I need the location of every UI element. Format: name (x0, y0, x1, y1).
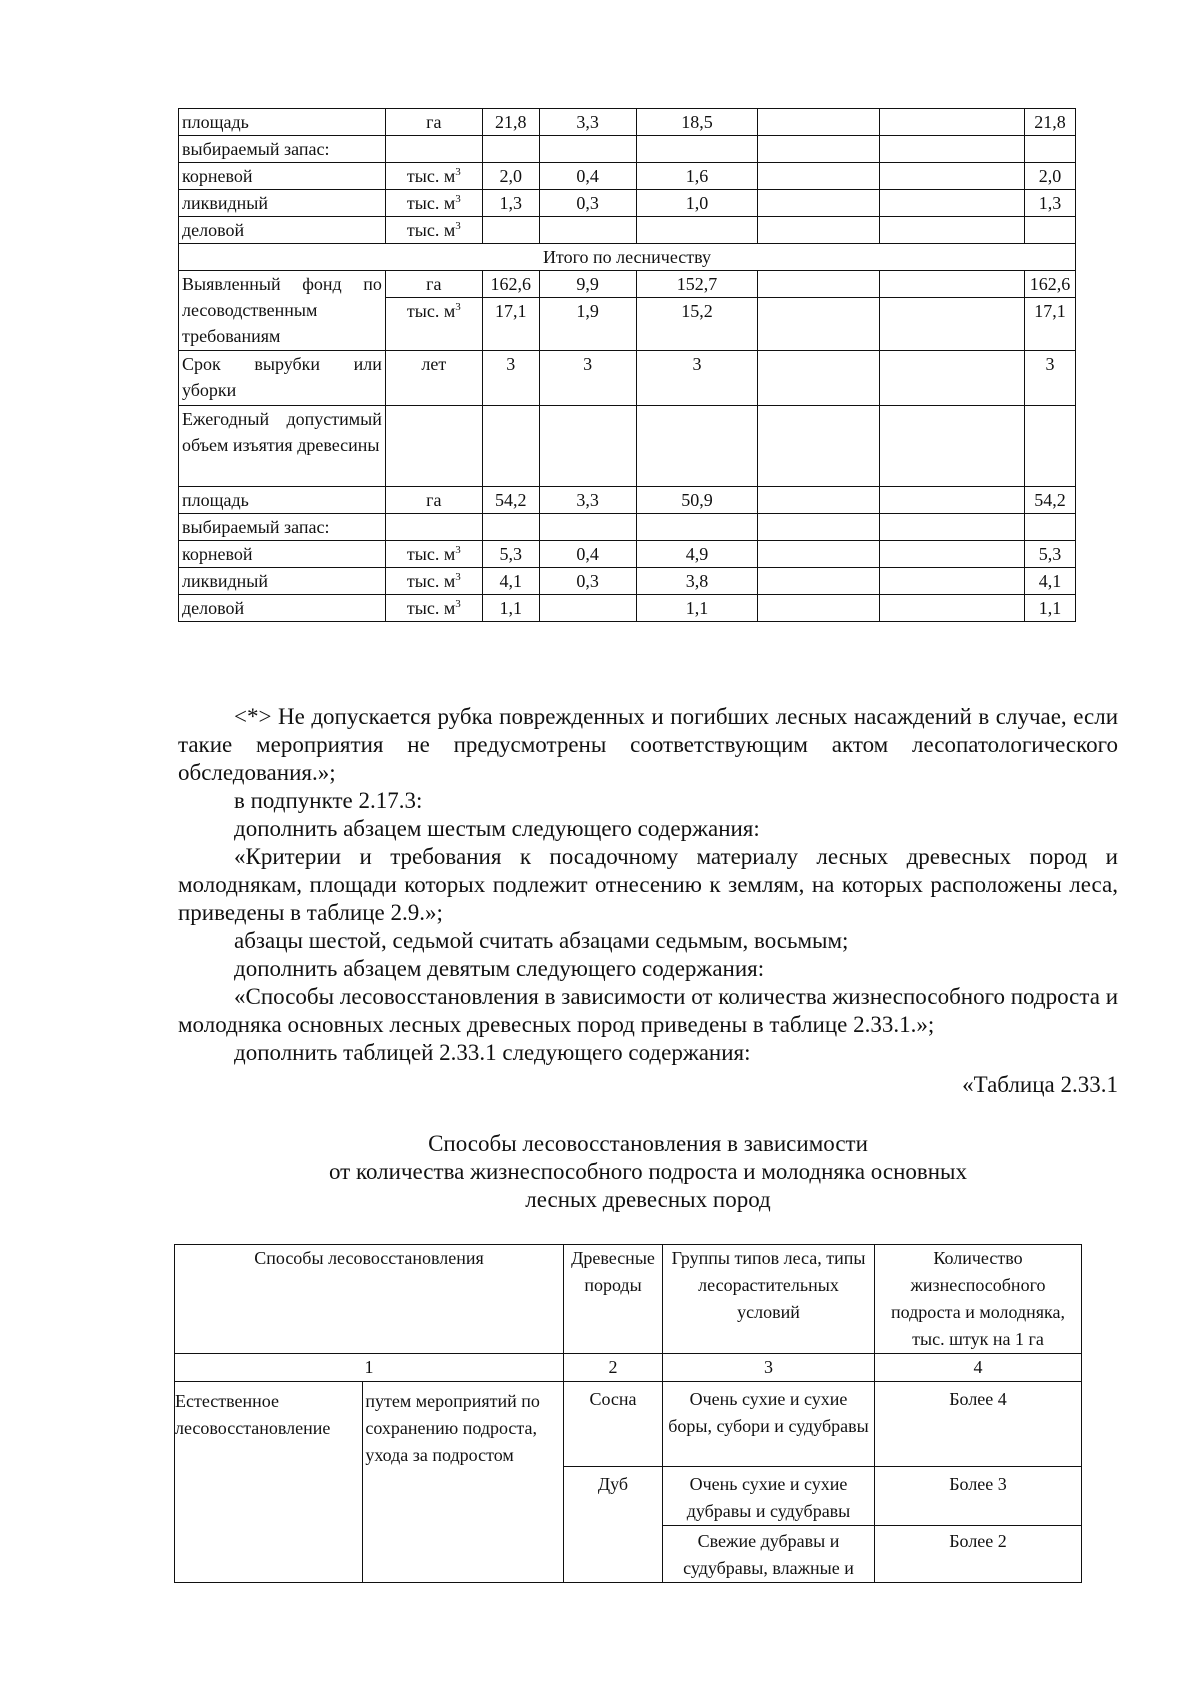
cell-col-2 (385, 136, 482, 163)
cell-value: площадь (182, 490, 249, 510)
cell-col-5 (636, 487, 758, 514)
cell-col-6 (758, 136, 880, 163)
superscript-3: 3 (455, 301, 461, 313)
cell-col-2 (385, 568, 482, 595)
cell-value: 5,3 (499, 544, 522, 564)
cell-value: 15,2 (681, 301, 713, 321)
cell-value: 1,3 (1038, 193, 1062, 213)
cell-col-8 (1024, 541, 1075, 568)
cell-col-1 (179, 217, 386, 244)
superscript-3: 3 (455, 544, 461, 556)
cell-col-8 (1024, 109, 1075, 136)
species-oak: Дуб (564, 1467, 663, 1583)
cell-col-5 (636, 190, 758, 217)
cell-col-4 (539, 406, 636, 487)
cell-value: тыс. м (406, 193, 456, 213)
cell-col-6 (758, 541, 880, 568)
paragraph-add-sixth: дополнить абзацем шестым следующего содержания: (234, 816, 760, 841)
cell-col-2 (385, 406, 482, 487)
header-quantity: Количество жизнеспособного подроста и молодняка, тыс. штук на 1 га (875, 1245, 1082, 1354)
cell-col-3 (482, 541, 539, 568)
header-forest-types: Группы типов леса, типы лесорастительных условий (663, 1245, 875, 1354)
cell-col-8: 162,6 (1024, 271, 1075, 298)
cell-value: 2,0 (499, 166, 522, 186)
cell-col-6 (758, 190, 880, 217)
table-title-line-2: от количества жизнеспособного подроста и молодняка основных (328, 1159, 968, 1184)
cell-col-4 (539, 487, 636, 514)
table-title-line-1: Способы лесовосстановления в зависимости (428, 1131, 868, 1156)
superscript-3: 3 (455, 220, 461, 232)
quantity-oak-dry: Более 3 (875, 1467, 1082, 1526)
cell-value: 4,9 (685, 544, 709, 564)
quantity-pine: Более 4 (875, 1382, 1082, 1467)
cell-col-7 (880, 163, 1025, 190)
cell-col-5 (636, 406, 758, 487)
cell-col-3 (482, 514, 539, 541)
cell-value: га (426, 112, 442, 132)
forest-type-oak-dry: Очень сухие и сухие дубравы и судубравы (663, 1467, 875, 1526)
quantity-oak-fresh: Более 2 (875, 1526, 1082, 1583)
cell-value: 0,4 (576, 544, 599, 564)
table-row (179, 351, 1076, 406)
reforestation-methods-table (174, 1244, 1082, 1583)
cell-value: 17,1 (1034, 301, 1066, 321)
column-number-3: 3 (663, 1354, 875, 1382)
cell-value: тыс. м (406, 571, 456, 591)
cell-value: деловой (182, 598, 245, 618)
cell-col-1 (179, 163, 386, 190)
cell-col-6 (758, 163, 880, 190)
table-title (178, 1130, 1118, 1214)
cell-col-8 (1024, 487, 1075, 514)
cell-col-2 (385, 109, 482, 136)
cell-col-5 (636, 298, 758, 351)
cell-col-4 (539, 163, 636, 190)
cell-col-3: 3 (482, 351, 539, 406)
cell-col-1 (179, 568, 386, 595)
cell-value: деловой (182, 220, 245, 240)
cell-col-5 (636, 109, 758, 136)
cell-col-4: 9,9 (539, 271, 636, 298)
cell-value: площадь (182, 112, 249, 132)
paragraph-footnote: <*> Не допускается рубка поврежденных и погибших лесных насаждений в случае, если такие мероприятия не предусмотрены соответствующим актом лесопатологического обследования.»; (178, 704, 1118, 785)
table-row (179, 568, 1076, 595)
cell-col-5 (636, 595, 758, 622)
cell-col-7 (880, 190, 1025, 217)
cell-value: 21,8 (495, 112, 527, 132)
cell-col-6 (758, 514, 880, 541)
annual-label: Ежегодный допустимый объем изъятия древесины (179, 406, 386, 487)
cell-col-1 (179, 109, 386, 136)
table-row (179, 487, 1076, 514)
cell-col-7 (880, 487, 1025, 514)
table-row (179, 190, 1076, 217)
cell-value: 0,3 (576, 571, 599, 591)
fund-label: Выявленный фонд по лесоводственным требованиям (179, 271, 386, 351)
column-number-4: 4 (875, 1354, 1082, 1382)
superscript-3: 3 (455, 166, 461, 178)
cell-col-5 (636, 136, 758, 163)
cell-col-7 (880, 595, 1025, 622)
cell-col-3 (482, 406, 539, 487)
cell-col-4 (539, 136, 636, 163)
cell-value: 4,1 (1038, 571, 1062, 591)
cell-col-8 (1024, 298, 1075, 351)
cell-col-2 (385, 190, 482, 217)
paragraph-add-ninth: дополнить абзацем девятым следующего содержания: (234, 956, 765, 981)
method-natural: Естественное лесовосстановление (175, 1382, 363, 1583)
cell-col-6 (758, 568, 880, 595)
cell-col-3 (482, 298, 539, 351)
cell-col-5: 152,7 (636, 271, 758, 298)
cell-col-6 (758, 406, 880, 487)
table-reference: «Таблица 2.33.1 (962, 1072, 1118, 1097)
subtotal-label: Итого по лесничеству (179, 244, 1076, 271)
cell-col-2 (385, 514, 482, 541)
cell-col-3 (482, 487, 539, 514)
cell-col-3 (482, 595, 539, 622)
submethod-preservation: путем мероприятий по сохранению подроста, ухода за подростом (363, 1382, 564, 1583)
table-title-line-3: лесных древесных пород (525, 1187, 771, 1212)
table-row-subtotal (179, 244, 1076, 271)
cell-col-4 (539, 514, 636, 541)
forest-type-pine: Очень сухие и сухие боры, субори и судубравы (663, 1382, 875, 1467)
cell-col-8 (1024, 190, 1075, 217)
cell-col-5 (636, 217, 758, 244)
cell-value: тыс. м (406, 220, 456, 240)
table-row (179, 406, 1076, 487)
forest-volume-table (178, 108, 1076, 622)
cell-col-1 (179, 487, 386, 514)
table-row (179, 595, 1076, 622)
cell-col-8 (1024, 406, 1075, 487)
cell-col-4 (539, 568, 636, 595)
cell-value: 1,1 (499, 598, 522, 618)
cell-col-7 (880, 406, 1025, 487)
cell-col-4 (539, 595, 636, 622)
cell-value: 1,9 (576, 301, 599, 321)
cell-value: 5,3 (1038, 544, 1062, 564)
cell-value: 4,1 (499, 571, 522, 591)
paragraph-renumber: абзацы шестой, седьмой считать абзацами седьмым, восьмым; (234, 928, 849, 953)
cell-value: 50,9 (681, 490, 713, 510)
header-species: Древесные породы (564, 1245, 663, 1354)
cell-col-1 (179, 595, 386, 622)
header-methods: Способы лесовосстановления (175, 1245, 564, 1354)
cell-col-2 (385, 595, 482, 622)
cell-value: 1,0 (685, 193, 709, 213)
cell-col-7 (880, 271, 1025, 298)
cell-col-3 (482, 568, 539, 595)
cell-value: ликвидный (182, 193, 269, 213)
term-label: Срок вырубки или уборки (179, 351, 386, 406)
cell-col-2 (385, 298, 482, 351)
superscript-3: 3 (455, 571, 461, 583)
cell-col-6 (758, 595, 880, 622)
cell-col-6 (758, 109, 880, 136)
cell-col-3 (482, 163, 539, 190)
cell-value: корневой (182, 544, 253, 564)
cell-col-2 (385, 487, 482, 514)
cell-value: 3,3 (576, 490, 599, 510)
cell-value: га (426, 490, 442, 510)
cell-col-2 (385, 541, 482, 568)
cell-value: 3,8 (685, 571, 709, 591)
cell-value: 17,1 (495, 301, 527, 321)
superscript-3: 3 (455, 598, 461, 610)
cell-value: тыс. м (406, 598, 456, 618)
cell-value: 1,1 (1038, 598, 1062, 618)
body-text (178, 703, 1118, 1099)
cell-col-8 (1024, 217, 1075, 244)
cell-value: 21,8 (1034, 112, 1066, 132)
cell-col-3 (482, 109, 539, 136)
cell-col-5 (636, 568, 758, 595)
cell-col-1 (179, 514, 386, 541)
table-row (179, 109, 1076, 136)
paragraph-criteria: «Критерии и требования к посадочному материалу лесных древесных пород и молоднякам, площади которых подлежит отнесению к землям, на которых расположены леса, приведены в таблице 2.9.»; (178, 844, 1118, 925)
cell-value: 0,3 (576, 193, 599, 213)
species-pine: Сосна (564, 1382, 663, 1467)
cell-col-6 (758, 298, 880, 351)
cell-col-2 (385, 163, 482, 190)
cell-col-6 (758, 351, 880, 406)
cell-col-3: 162,6 (482, 271, 539, 298)
cell-col-1 (179, 190, 386, 217)
cell-col-5 (636, 514, 758, 541)
cell-value: тыс. м (406, 166, 456, 186)
cell-col-7 (880, 514, 1025, 541)
cell-col-8 (1024, 136, 1075, 163)
cell-col-7 (880, 109, 1025, 136)
cell-col-7 (880, 298, 1025, 351)
cell-col-3 (482, 190, 539, 217)
cell-col-1 (179, 541, 386, 568)
cell-col-4 (539, 190, 636, 217)
cell-col-1 (179, 136, 386, 163)
cell-value: тыс. м (406, 301, 456, 321)
table-row (179, 514, 1076, 541)
cell-col-4 (539, 109, 636, 136)
cell-col-6 (758, 217, 880, 244)
cell-col-5 (636, 163, 758, 190)
cell-col-2 (385, 217, 482, 244)
column-number-2: 2 (564, 1354, 663, 1382)
cell-col-6 (758, 271, 880, 298)
cell-col-2: лет (385, 351, 482, 406)
table-row (179, 541, 1076, 568)
paragraph-add-table: дополнить таблицей 2.33.1 следующего содержания: (234, 1040, 751, 1065)
cell-value: 54,2 (1034, 490, 1066, 510)
cell-value: выбираемый запас: (182, 517, 330, 537)
cell-col-6 (758, 487, 880, 514)
cell-col-3 (482, 217, 539, 244)
cell-value: тыс. м (406, 544, 456, 564)
cell-col-7 (880, 541, 1025, 568)
cell-col-5: 3 (636, 351, 758, 406)
cell-col-3 (482, 136, 539, 163)
table-row (179, 136, 1076, 163)
cell-value: 1,6 (685, 166, 709, 186)
table-row (179, 163, 1076, 190)
forest-type-oak-fresh: Свежие дубравы и судубравы, влажные и (663, 1526, 875, 1583)
cell-value: 0,4 (576, 166, 599, 186)
cell-col-4: 3 (539, 351, 636, 406)
cell-value: 54,2 (495, 490, 527, 510)
cell-value: 1,3 (499, 193, 522, 213)
cell-col-7 (880, 217, 1025, 244)
cell-value: 1,1 (685, 598, 709, 618)
cell-col-4 (539, 541, 636, 568)
cell-col-2: га (385, 271, 482, 298)
cell-value: корневой (182, 166, 253, 186)
cell-col-8 (1024, 568, 1075, 595)
paragraph-methods: «Способы лесовосстановления в зависимости от количества жизнеспособного подроста и молодняка основных лесных древесных пород приведены в таблице 2.33.1.»; (178, 984, 1118, 1037)
cell-value: 2,0 (1038, 166, 1062, 186)
cell-col-8 (1024, 595, 1075, 622)
cell-value: выбираемый запас: (182, 139, 330, 159)
cell-col-5 (636, 541, 758, 568)
cell-value: 3,3 (576, 112, 599, 132)
cell-col-7 (880, 568, 1025, 595)
paragraph-subclause: в подпункте 2.17.3: (234, 788, 423, 813)
cell-col-8 (1024, 163, 1075, 190)
cell-col-4 (539, 298, 636, 351)
superscript-3: 3 (455, 193, 461, 205)
cell-col-7 (880, 351, 1025, 406)
column-number-1: 1 (175, 1354, 564, 1382)
cell-col-4 (539, 217, 636, 244)
table-row (179, 271, 1076, 298)
table-row (179, 217, 1076, 244)
cell-col-7 (880, 136, 1025, 163)
cell-value: ликвидный (182, 571, 269, 591)
cell-value: 18,5 (681, 112, 713, 132)
cell-col-8: 3 (1024, 351, 1075, 406)
cell-col-8 (1024, 514, 1075, 541)
